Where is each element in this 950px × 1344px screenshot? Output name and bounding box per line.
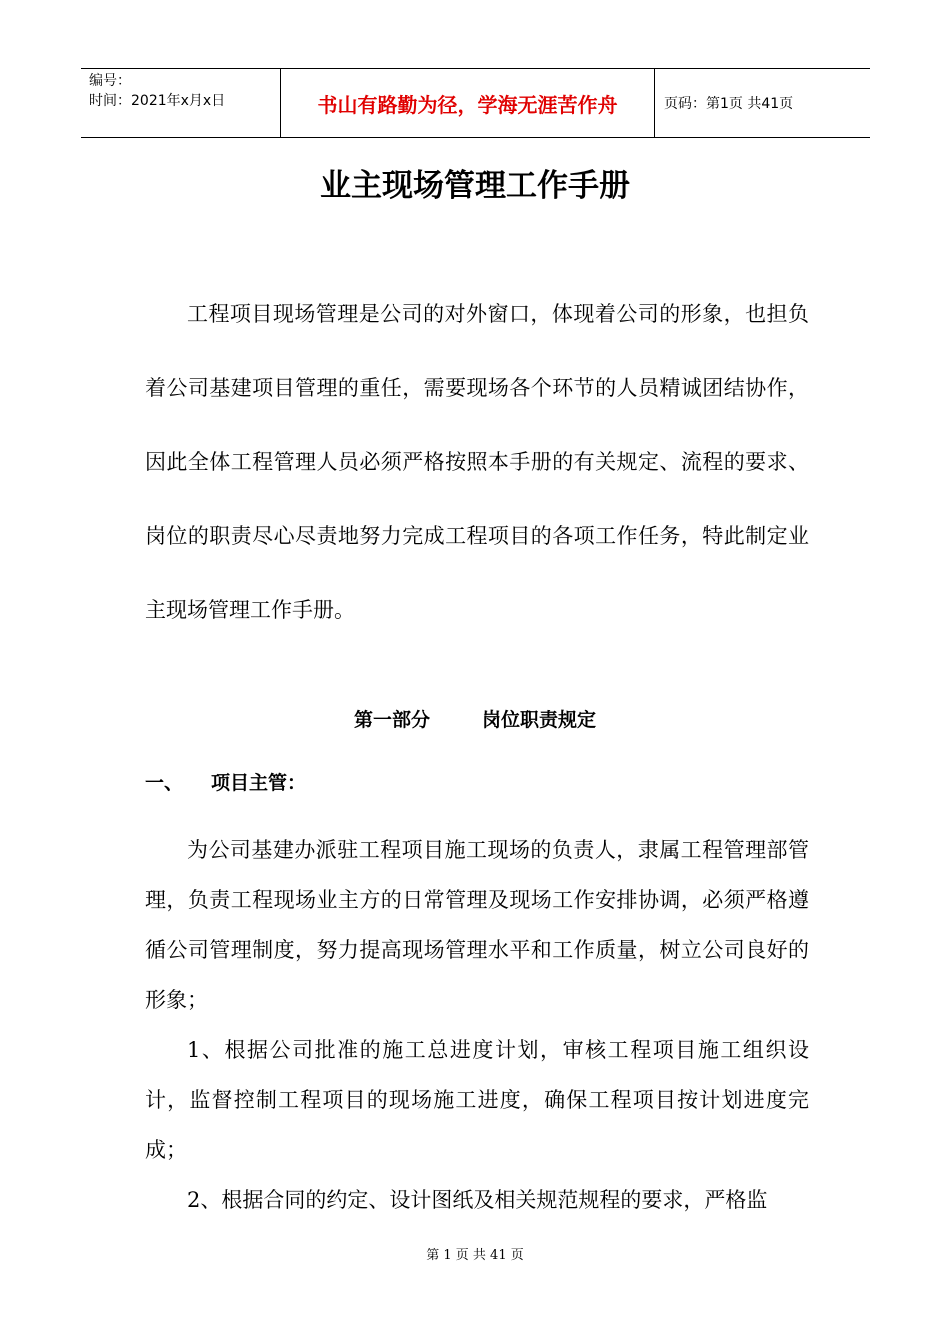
header-meta	[89, 71, 279, 111]
header-motto: 书山有路勤为径，学海无涯苦作舟	[317, 93, 618, 117]
part-label: 第一部分	[353, 709, 430, 731]
document-header	[81, 68, 870, 138]
intro-text: 工程项目现场管理是公司的对外窗口，体现着公司的形象，也担负着公司基建项目管理的重任，需要现场各个环节的人员精诚团结协作，因此全体工程管理人员必须严格按照本手册的有关规定、流程的要求、岗位的职责尽心尽责地努力完成工程项目的各项工作任务，特此制定业主现场管理工作手册。	[145, 302, 809, 622]
section-number: 一、	[145, 772, 184, 794]
header-page-info: 页码：第1页 共41页	[664, 96, 794, 112]
body-paragraph: 2、根据合同的约定、设计图纸及相关规范规程的要求，严格监	[187, 1188, 768, 1212]
part-heading	[0, 702, 950, 738]
header-number-label: 编号：	[89, 73, 131, 89]
section-title: 项目主管：	[211, 772, 307, 794]
body-paragraph: 1、根据公司批准的施工总进度计划，审核工程项目施工组织设计，监督控制工程项目的现场施工进度，确保工程项目按计划进度完成；	[145, 1038, 809, 1162]
part-title: 岗位职责规定	[482, 709, 597, 731]
document-title: 业主现场管理工作手册	[320, 168, 630, 204]
body-paragraph: 为公司基建办派驻工程项目施工现场的负责人，隶属工程管理部管理，负责工程现场业主方的日常管理及现场工作安排协调，必须严格遵循公司管理制度，努力提高现场管理水平和工作质量，树立公司良好的形象；	[145, 838, 809, 1012]
header-divider	[654, 69, 655, 137]
header-time-label: 时间：2021年x月x日	[89, 93, 226, 109]
section-body	[145, 825, 809, 1225]
page-footer: 第 1 页 共 41 页	[426, 1248, 524, 1263]
intro-paragraph	[145, 277, 809, 647]
section-heading	[145, 765, 306, 801]
